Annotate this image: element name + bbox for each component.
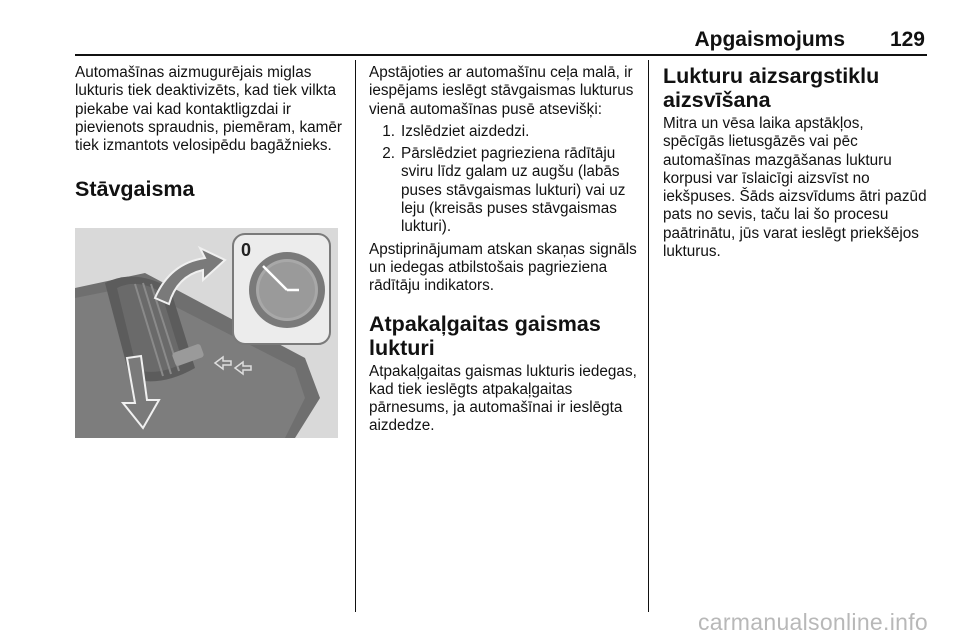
parking-light-heading: Stāvgaisma (75, 177, 195, 202)
step-text: Izslēdziet aizdedzi. (401, 122, 530, 140)
column-1 (75, 64, 347, 201)
confirm-paragraph: Apstiprinājumam atskan skaņas signāls un iedegas atbilstošais pagrieziena rādītāju indikators. (369, 240, 637, 295)
parking-light-illustration (75, 228, 338, 438)
fogging-paragraph: Mitra un vēsa laika apstākļos, spēcīgās lietusgāzēs vai pēc automašīnas mazgāšanas lukturu korpusi var īslaicīgi aizsvīst no iekšpuses. Šāds aizsvīdums ātri pazūd pats no sevis, taču lai šo procesu paātrinātu, jūs varat ieslēgt priekšējos lukturus. (663, 115, 927, 261)
figure-label: 0 (241, 240, 252, 260)
page-number: 129 (889, 28, 925, 51)
fog-light-paragraph: Automašīnas aizmugurējais miglas lukturis tiek deaktivizēts, kad tiek vilkta piekabe vai kad kontaktligzdai ir pievienots spraudnis, piemēram, kamēr tiek izmantots velosipēdu bagāžnieks. (75, 64, 342, 155)
fogging-heading: Lukturu aizsargstiklu aizsvīšana (663, 64, 880, 112)
column-divider-2 (648, 60, 649, 612)
step-number: 2. (382, 145, 395, 163)
column-3 (663, 64, 928, 261)
step-item (369, 123, 639, 141)
column-divider-1 (355, 60, 356, 612)
column-2 (369, 64, 639, 436)
parking-intro: Apstājoties ar automašīnu ceļa malā, ir iespējams ieslēgt stāvgaismas lukturus vienā automašīnas pusē atsevišķi: (369, 64, 634, 118)
header-rule (75, 54, 927, 56)
step-item (369, 145, 639, 236)
page-header (75, 24, 927, 54)
parking-steps (369, 123, 639, 237)
watermark: carmanualsonline.info (697, 609, 928, 635)
reverse-light-heading: Atpakaļgaitas gaismas lukturi (369, 311, 601, 360)
step-text: Pārslēdziet pagrieziena rādītāju sviru līdz galam uz augšu (labās puses stāvgaismas lukturi) vai uz leju (kreisās puses stāvgaismas lukturi). (401, 145, 626, 236)
reverse-light-paragraph: Atpakaļgaitas gaismas lukturis iedegas, kad tiek ieslēgts atpakaļgaitas pārnesums, ja automašīnai ir ieslēgta aizdedze. (369, 362, 637, 435)
section-title: Apgaismojums (694, 28, 845, 51)
stalk-illustration (75, 228, 338, 438)
step-number: 1. (382, 122, 395, 140)
